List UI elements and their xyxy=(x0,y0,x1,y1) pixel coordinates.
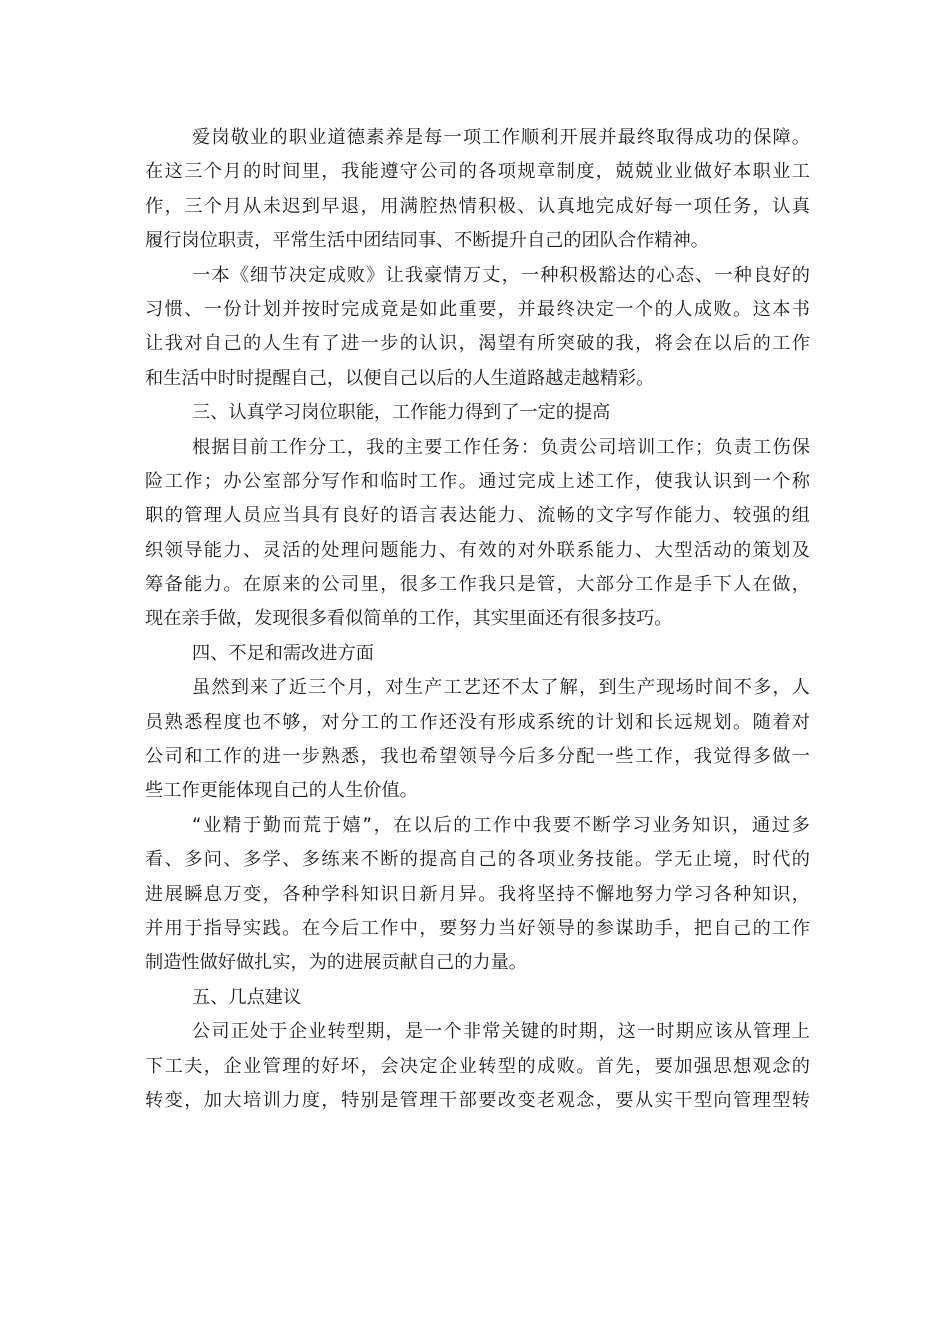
text-line: 公司和工作的进一步熟悉，我也希望领导今后多分配一些工作，我觉得多做一 xyxy=(145,746,810,768)
document-body xyxy=(145,121,810,1118)
text-line: 织领导能力、灵活的处理问题能力、有效的对外联系能力、大型活动的策划及 xyxy=(145,539,810,561)
text-line: 转变，加大培训力度，特别是管理干部要改变老观念，要从实干型向管理型转 xyxy=(145,1089,810,1111)
text-line: 习惯、一份计划并按时完成竟是如此重要，并最终决定一个的人成败。这本书 xyxy=(145,298,810,320)
text-line: 筹备能力。在原来的公司里，很多工作我只是管，大部分工作是手下人在做， xyxy=(145,574,810,596)
text-line: 下工夫，企业管理的好坏，会决定企业转型的成败。首先，要加强思想观念的 xyxy=(145,1055,810,1077)
text-line: 三、认真学习岗位职能，工作能力得到了一定的提高 xyxy=(192,402,611,424)
text-line: 职的管理人员应当具有良好的语言表达能力、流畅的文字写作能力、较强的组 xyxy=(145,505,810,527)
text-line: “业精于勤而荒于嬉”，在以后的工作中我要不断学习业务知识，通过多 xyxy=(192,814,810,836)
text-line: 现在亲手做，发现很多看似简单的工作，其实里面还有很多技巧。 xyxy=(145,608,673,630)
text-line: 看、多问、多学、多练来不断的提高自己的各项业务技能。学无止境，时代的 xyxy=(145,849,810,871)
text-line: 四、不足和需改进方面 xyxy=(192,642,374,664)
text-line: 作，三个月从未迟到早退，用满腔热情积极、认真地完成好每一项任务，认真 xyxy=(145,195,810,217)
text-line: 让我对自己的人生有了进一步的认识，渴望有所突破的我，将会在以后的工作 xyxy=(145,333,810,355)
text-line: 进展瞬息万变，各种学科知识日新月异。我将坚持不懈地努力学习各种知识， xyxy=(145,883,810,905)
text-line: 些工作更能体现自己的人生价值。 xyxy=(145,780,418,802)
text-line: 制造性做好做扎实，为的进展贡献自己的力量。 xyxy=(145,952,527,974)
text-line: 员熟悉程度也不够，对分工的工作还没有形成系统的计划和长远规划。随着对 xyxy=(145,711,810,733)
text-line: 险工作；办公室部分写作和临时工作。通过完成上述工作，使我认识到一个称 xyxy=(145,470,810,492)
text-line: 一本《细节决定成败》让我豪情万丈，一种积极豁达的心态、一种良好的 xyxy=(192,264,810,286)
text-line: 虽然到来了近三个月，对生产工艺还不太了解，到生产现场时间不多，人 xyxy=(192,677,810,699)
text-line: 并用于指导实践。在今后工作中，要努力当好领导的参谋助手，把自己的工作 xyxy=(145,917,810,939)
text-line: 和生活中时时提醒自己，以便自己以后的人生道路越走越精彩。 xyxy=(145,367,655,389)
text-line: 在这三个月的时间里，我能遵守公司的各项规章制度，兢兢业业做好本职业工 xyxy=(145,161,810,183)
text-line: 五、几点建议 xyxy=(192,986,302,1008)
text-line: 履行岗位职责，平常生活中团结同事、不断提升自己的团队合作精神。 xyxy=(145,230,709,252)
text-line: 公司正处于企业转型期，是一个非常关键的时期，这一时期应该从管理上 xyxy=(192,1021,810,1043)
text-line: 爱岗敬业的职业道德素养是每一项工作顺利开展并最终取得成功的保障。 xyxy=(192,127,810,148)
text-line: 根据目前工作分工，我的主要工作任务：负责公司培训工作；负责工伤保 xyxy=(192,436,810,458)
